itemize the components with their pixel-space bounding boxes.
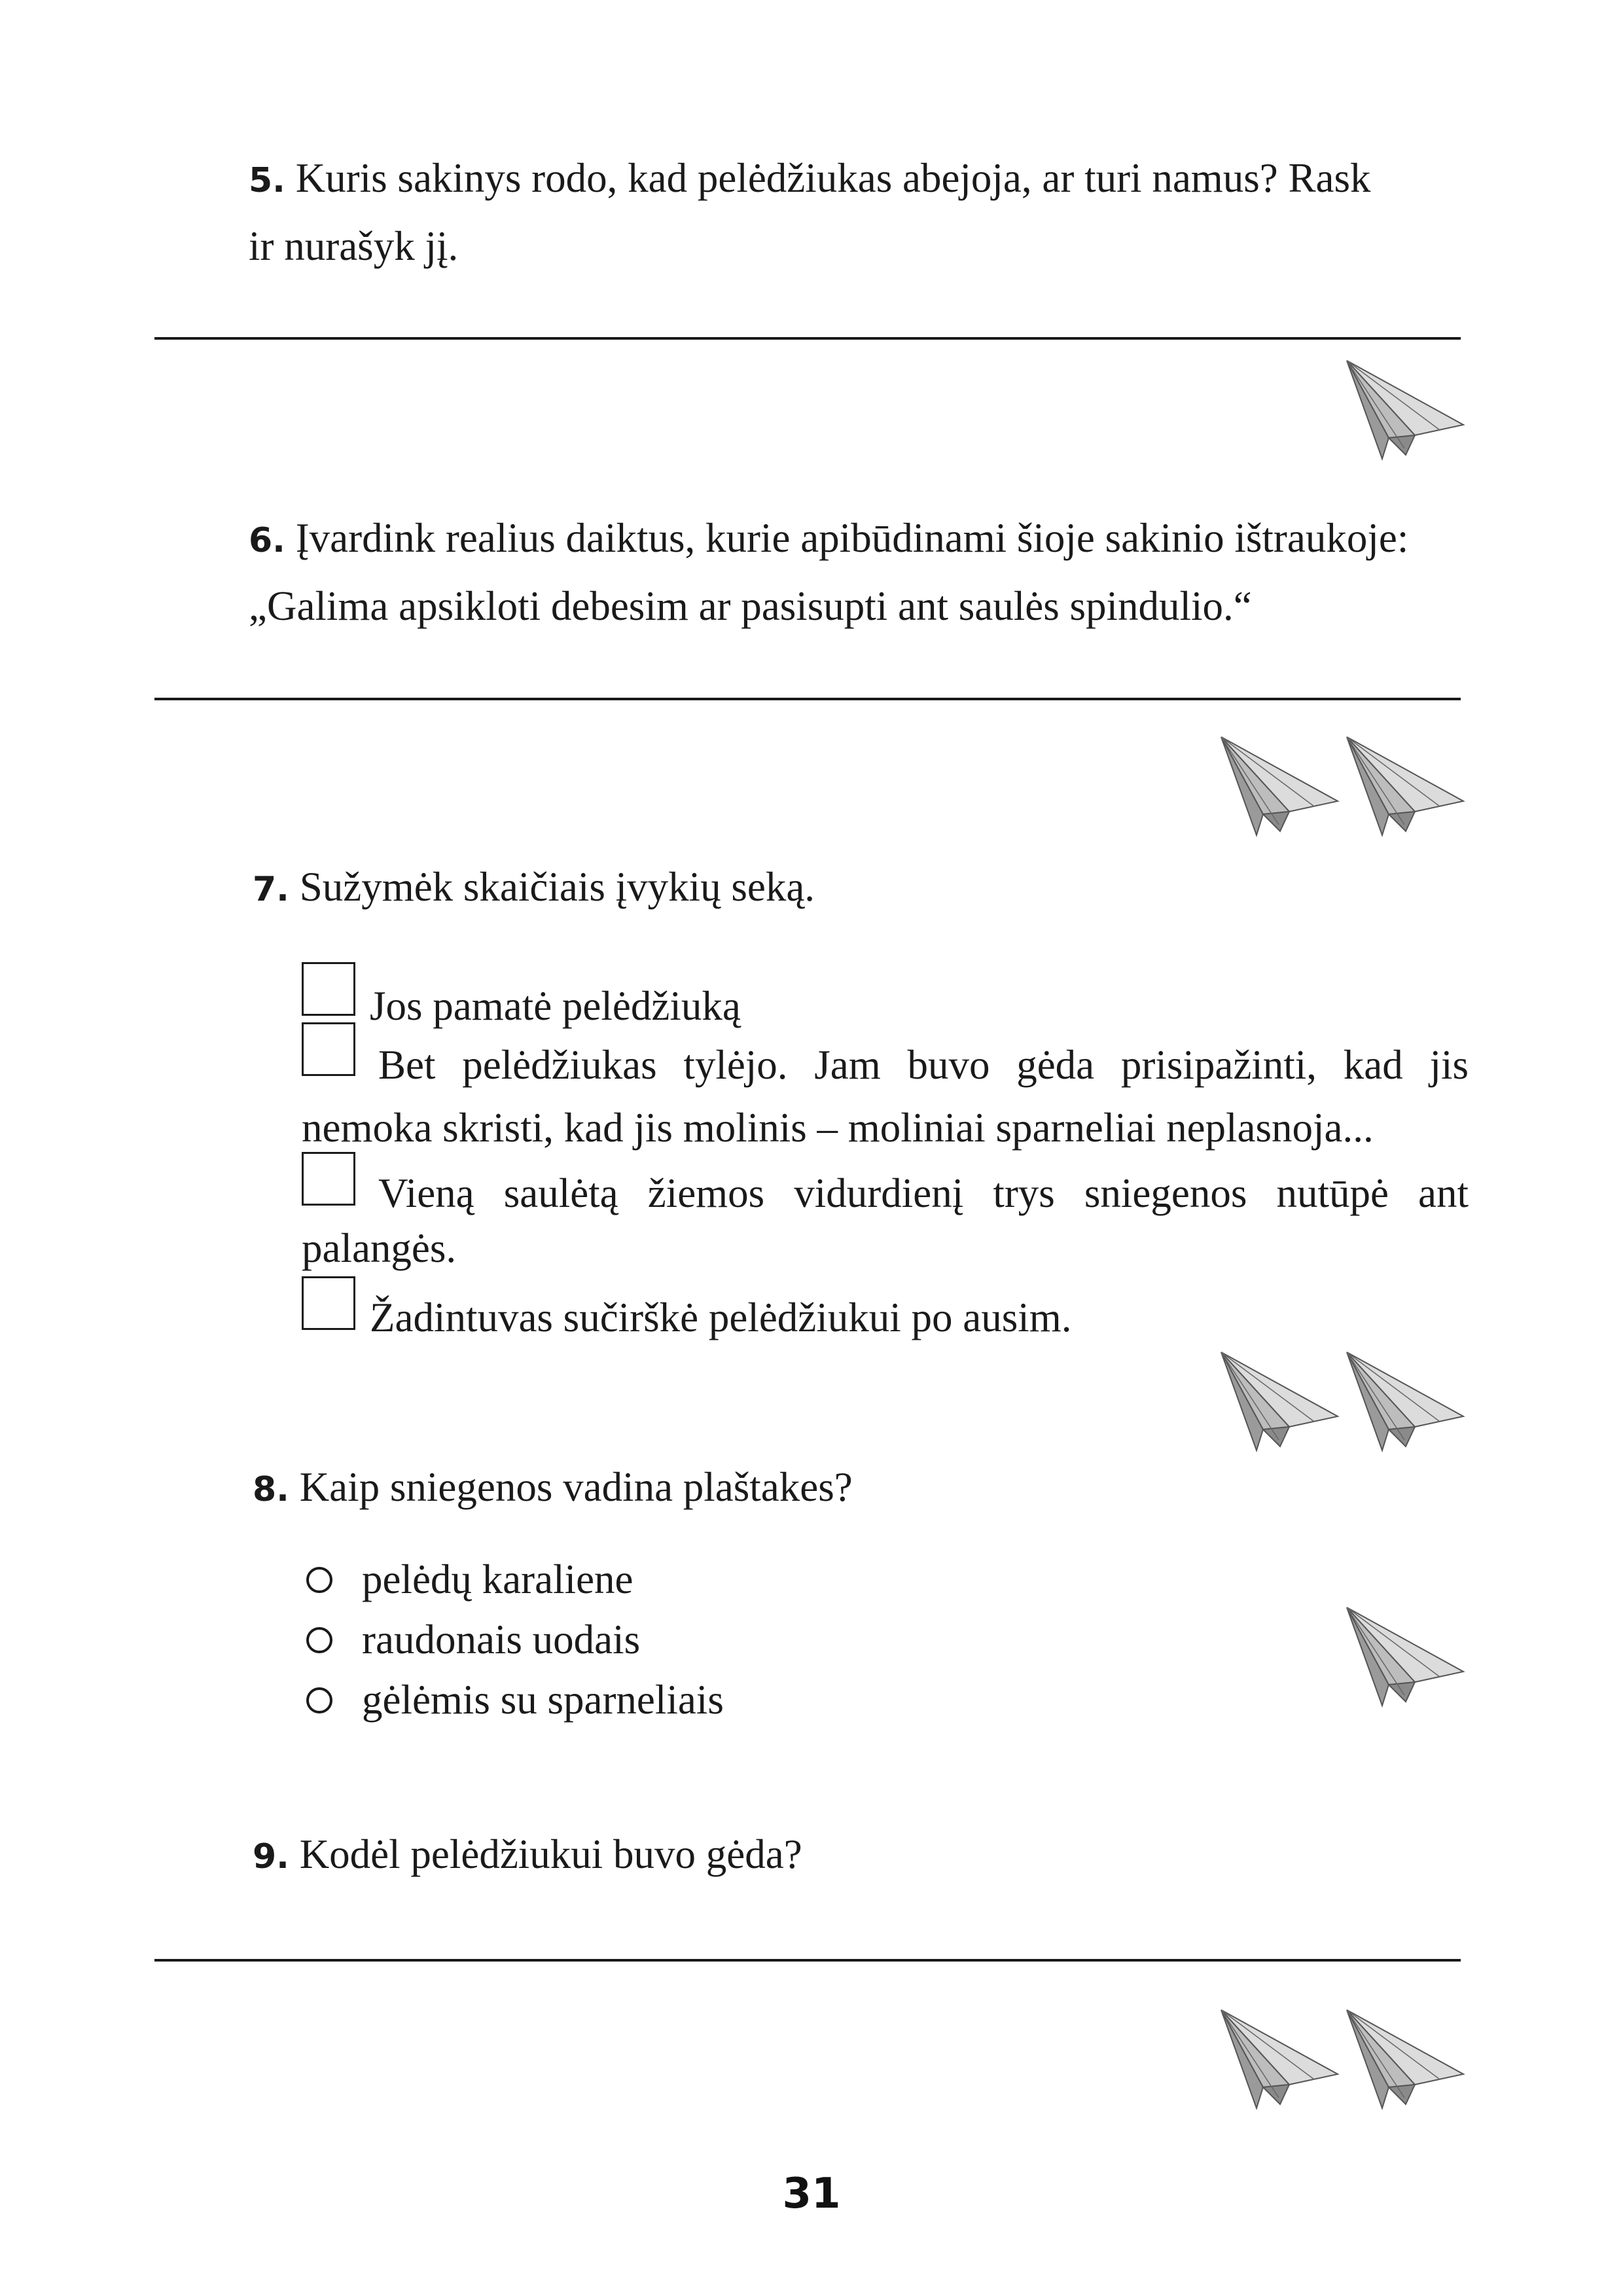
- question-6: [249, 505, 1469, 639]
- sequence-item-text: palangės.: [302, 1225, 457, 1271]
- paper-plane-icon: [1342, 2006, 1466, 2111]
- sequence-item-text: Bet pelėdžiukas tylėjo. Jam buvo gėda prisipažinti, kad jis: [378, 1042, 1469, 1088]
- question-text-line: Įvardink realius daiktus, kurie apibūdinami šioje sakinio ištraukoje:: [295, 515, 1409, 561]
- question-9: [253, 1821, 802, 1890]
- paper-plane-icon: [1342, 1348, 1466, 1453]
- sequence-item-text: nemoka skristi, kad jis molinis – moliniai sparneliai neplasnoja...: [302, 1105, 1374, 1151]
- page-number: 31: [782, 2170, 841, 2218]
- question-number: 9.: [253, 1837, 289, 1876]
- question-text-line: Kuris sakinys rodo, kad pelėdžiukas abejoja, ar turi namus? Rask: [295, 155, 1371, 201]
- option-label: gėlėmis su sparneliais: [362, 1677, 724, 1723]
- option-label: pelėdų karaliene: [362, 1556, 633, 1602]
- paper-plane-icon: [1216, 733, 1340, 838]
- question-text-line: „Galima apsikloti debesim ar pasisupti ant saulės spindulio.“: [249, 583, 1252, 629]
- option-radio[interactable]: [306, 1567, 332, 1593]
- paper-plane-icon: [1216, 2006, 1340, 2111]
- sequence-checkbox-4[interactable]: [302, 1276, 355, 1330]
- answer-line-q9[interactable]: [154, 1959, 1461, 1962]
- answer-line-q5[interactable]: [154, 337, 1461, 340]
- question-8: [253, 1454, 853, 1522]
- answer-line-q6[interactable]: [154, 698, 1461, 700]
- question-5: [249, 145, 1469, 279]
- question-prompt: Kaip sniegenos vadina plaštakes?: [299, 1464, 853, 1510]
- paper-plane-icon: [1216, 1348, 1340, 1453]
- option-radio[interactable]: [306, 1627, 332, 1653]
- option-radio[interactable]: [306, 1687, 332, 1713]
- sequence-checkbox-1[interactable]: [302, 962, 355, 1016]
- question-prompt: Kodėl pelėdžiukui buvo gėda?: [299, 1831, 802, 1877]
- option-label: raudonais uodais: [362, 1617, 641, 1662]
- sequence-item-text: Vieną saulėtą žiemos vidurdienį trys sniegenos nutūpė ant: [378, 1170, 1469, 1216]
- sequence-checkbox-2[interactable]: [302, 1022, 355, 1076]
- question-number: 5.: [249, 161, 285, 200]
- sequence-item-text: Žadintuvas sučirškė pelėdžiukui po ausim.: [370, 1295, 1072, 1340]
- paper-plane-icon: [1342, 1604, 1466, 1708]
- question-7: [253, 854, 815, 922]
- question-number: 8.: [253, 1470, 289, 1509]
- sequence-item-text: Jos pamatė pelėdžiuką: [370, 983, 741, 1029]
- question-number: 6.: [249, 521, 285, 560]
- question-number: 7.: [253, 870, 289, 909]
- sequence-checkbox-3[interactable]: [302, 1152, 355, 1206]
- paper-plane-icon: [1342, 733, 1466, 838]
- paper-plane-icon: [1342, 357, 1466, 461]
- question-text-line: ir nurašyk jį.: [249, 223, 459, 269]
- question-prompt: Sužymėk skaičiais įvykių seką.: [299, 864, 815, 910]
